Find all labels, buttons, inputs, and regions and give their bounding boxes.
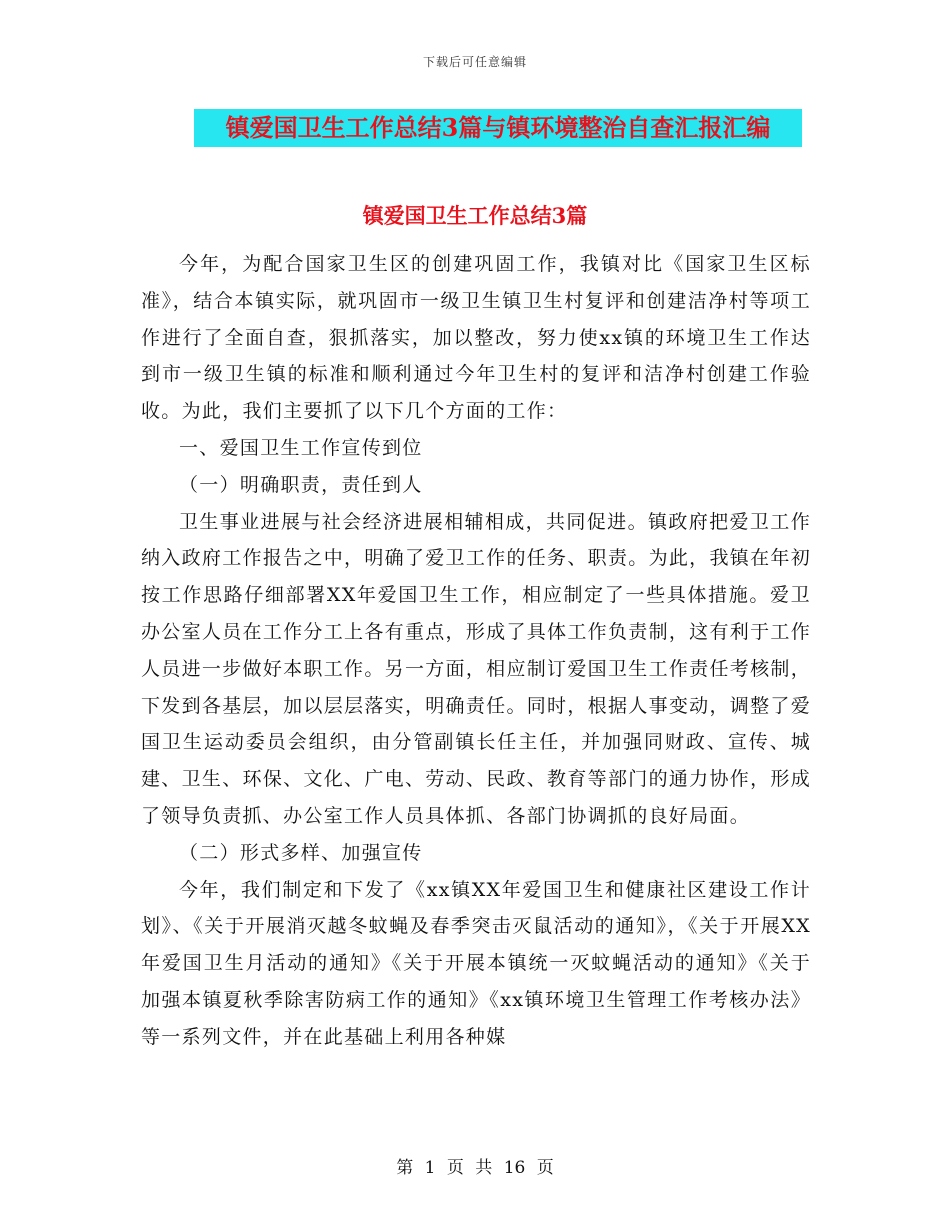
page-footer: 第 1 页 共 16 页 [396, 1158, 554, 1178]
header-note: 下载后可任意编辑 [422, 55, 527, 69]
section-title: 镇爱国卫生工作总结3篇 [362, 203, 588, 228]
paragraph-publicity: 今年，我们制定和下发了《xx镇XX年爱国卫生和健康社区建设工作计划》、《关于开展消灭越冬蚊蝇及春季突击灭鼠活动的通知》，《关于开展XX年爱国卫生月活动的通知》《关于开展本镇统一灭蚊蝇活动的通知》《关于加强本镇夏秋季除害防病工作的通知》《xx镇环境卫生管理工作考核办法》等一系列文件，并在此基础上利用各种媒 [141, 878, 811, 1048]
heading-section-1: 一、爱国卫生工作宣传到位 [179, 436, 423, 459]
paragraph-intro: 今年，为配合国家卫生区的创建巩固工作，我镇对比《国家卫生区标准》，结合本镇实际，就巩固市一级卫生镇卫生村复评和创建洁净村等项工作进行了全面自查，狠抓落实，加以整改，努力使xx镇的环境卫生工作达到市一级卫生镇的标准和顺利通过今年卫生村的复评和洁净村创建工作验收。为此，我们主要抓了以下几个方面的工作： [141, 253, 811, 423]
main-title-highlight [194, 109, 802, 147]
subheading-1: （一）明确职责，责任到人 [179, 473, 423, 496]
main-title: 镇爱国卫生工作总结3篇与镇环境整治自查汇报汇编 [225, 113, 771, 142]
paragraph-responsibilities: 卫生事业进展与社会经济进展相辅相成，共同促进。镇政府把爱卫工作纳入政府工作报告之中，明确了爱卫工作的任务、职责。为此，我镇在年初按工作思路仔细部署XX年爱国卫生工作，相应制定了一些具体措施。爱卫办公室人员在工作分工上各有重点，形成了具体工作负责制，这有利于工作人员进一步做好本职工作。另一方面，相应制订爱国卫生工作责任考核制，下发到各基层，加以层层落实，明确责任。同时，根据人事变动，调整了爱国卫生运动委员会组织，由分管副镇长任主任，并加强同财政、宣传、城建、卫生、环保、文化、广电、劳动、民政、教育等部门的通力协作，形成了领导负责抓、办公室工作人员具体抓、各部门协调抓的良好局面。 [141, 510, 811, 827]
document-body [141, 246, 811, 1056]
subheading-2: （二）形式多样、加强宣传 [179, 841, 423, 864]
